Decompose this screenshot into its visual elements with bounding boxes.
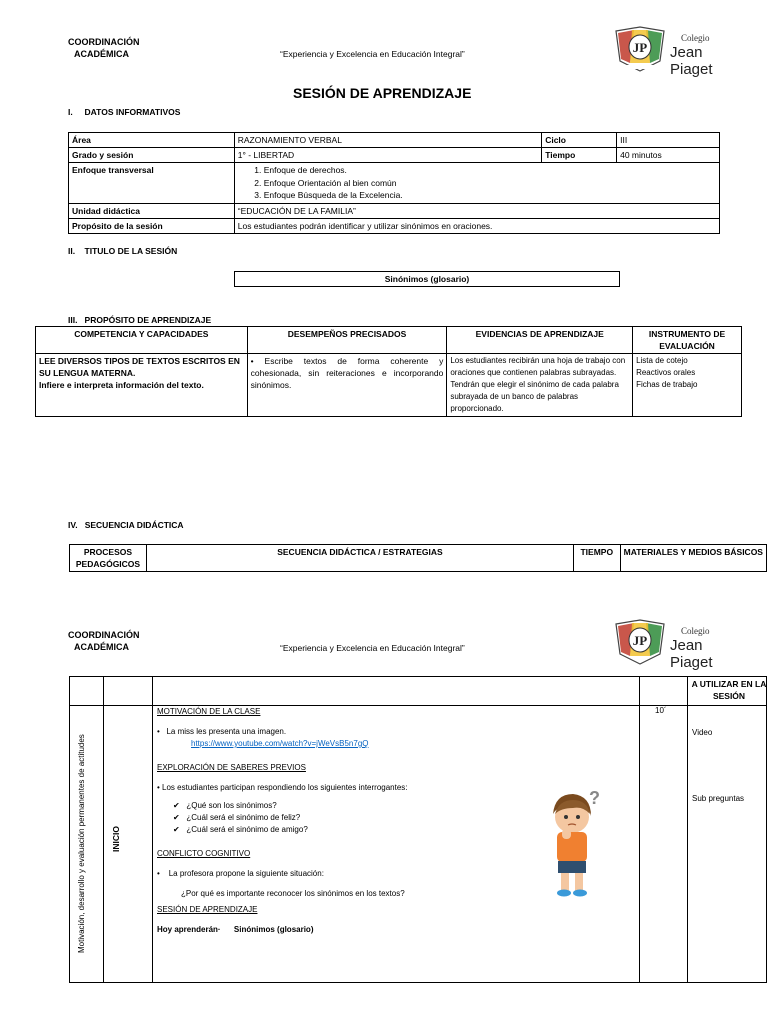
table-row: Unidad didáctica “EDUCACIÓN DE LA FAMILIA”	[69, 203, 720, 218]
shield-icon	[612, 618, 668, 666]
list-item: • La miss les presenta una imagen.	[157, 727, 287, 736]
session-title-box: Sinónimos (glosario)	[234, 271, 620, 287]
today-line: Hoy aprenderán· Sinónimos (glosario)	[157, 925, 314, 934]
video-link[interactable]: https://www.youtube.com/watch?v=jWeVsB5n7gQ	[191, 739, 369, 748]
list-item: ✔ ¿Cuál será el sinónimo de amigo?	[173, 825, 308, 834]
motto-2: “Experiencia y Excelencia en Educación Integral”	[280, 643, 465, 653]
table-row: Área RAZONAMIENTO VERBAL Ciclo III	[69, 133, 720, 148]
table-row: Grado y sesión 1° - LIBERTAD Tiempo 40 minutos	[69, 148, 720, 163]
table-header-row: PROCESOS PEDAGÓGICOS SECUENCIA DIDÁCTICA / ESTRATEGIAS TIEMPO MATERIALES Y MEDIOS BÁSICOS	[70, 545, 767, 572]
list-item: ✔ ¿Qué son los sinónimos?	[173, 801, 277, 810]
purpose-table	[35, 326, 742, 417]
section-secuencia: IV. SECUENCIA DIDÁCTICA	[68, 520, 184, 530]
svg-text:JP: JP	[632, 40, 648, 55]
info-table	[68, 132, 720, 234]
material-preguntas: Sub preguntas	[692, 794, 745, 803]
enfoques-list: 1. Enfoque de derechos. 2. Enfoque Orientación al bien común 3. Enfoque Búsqueda de la Excelencia.	[238, 164, 716, 202]
table-row: Enfoque transversal 1. Enfoque de derechos. 2. Enfoque Orientación al bien común 3. Enfoque Búsqueda de la Excelencia.	[69, 163, 720, 204]
section-proposito: III. PROPÓSITO DE APRENDIZAJE	[68, 315, 212, 325]
table-row: LEE DIVERSOS TIPOS DE TEXTOS ESCRITOS EN SU LENGUA MATERNA. Infiere e interpreta información del texto. • Escribe textos de forma coherente y cohesionada, sin reiteraciones e incorporando sinónimos. Los estudiantes recibirán una hoja de trabajo con oraciones que contienen palabras subrayadas. Tendrán que elegir el sinónimo de cada palabra subrayada de un banco de palabras proporcionado. Lista de cotejo Reactivos orales Fichas de trabajo	[36, 354, 742, 417]
svg-text:?: ?	[589, 788, 600, 808]
coordination-label: COORDINACIÓN ACADÉMICA	[68, 37, 140, 59]
strategies-cell: MOTIVACIÓN DE LA CLASE • La miss les presenta una imagen. https://www.youtube.com/watch?v=jWeVsB5n7gQ EXPLORACIÓN DE SABERES PREVIOS • Los estudiantes participan respondiendo los siguientes interrogantes: ✔ ¿Qué son los sinónimos? ✔ ¿Cuál será el sinónimo de feliz? ✔ ¿Cuál será el sinónimo de amigo? CONFLICTO COGNITIVO • La profesora propone la siguiente situación: ¿Por qué es importante reconocer los sinónimos en los textos? SESIÓN DE APRENDIZAJE Hoy aprenderán· Sinónimos (glosario)	[157, 706, 635, 936]
thinking-child-illustration	[539, 784, 611, 904]
svg-text:JP: JP	[632, 633, 648, 648]
time-value: 10´	[655, 706, 667, 715]
list-item: • La profesora propone la siguiente situación:	[157, 869, 324, 878]
coordination-label-2: COORDINACIÓN ACADÉMICA	[68, 630, 140, 652]
section-titulo: II. TITULO DE LA SESIÓN	[68, 246, 178, 256]
school-logo: JP Colegio Jean Piaget	[612, 25, 740, 75]
motivacion-title: MOTIVACIÓN DE LA CLASE	[157, 707, 261, 716]
section-datos: I. DATOS INFORMATIVOS	[68, 107, 181, 117]
material-video: Video	[692, 728, 713, 737]
table-row: Propósito de la sesión Los estudiantes podrán identificar y utilizar sinónimos en oraciones.	[69, 218, 720, 233]
list-item: ✔ ¿Cuál será el sinónimo de feliz?	[173, 813, 301, 822]
sequence-header-table	[69, 544, 767, 572]
motto: “Experiencia y Excelencia en Educación Integral”	[280, 49, 465, 59]
process-vertical-label: Motivación, desarrollo y evaluación permanentes de actitudes	[77, 734, 86, 954]
shield-icon	[612, 25, 668, 73]
saberes-title: EXPLORACIÓN DE SABERES PREVIOS	[157, 763, 306, 772]
materiales-header-cont: A UTILIZAR EN LA SESIÓN	[691, 679, 767, 701]
sequence-table	[69, 676, 767, 984]
page-title: SESIÓN DE APRENDIZAJE	[293, 85, 472, 101]
school-logo-2: JP Colegio Jean Piaget	[612, 618, 740, 668]
table-header-row: COMPETENCIA Y CAPACIDADES DESEMPEÑOS PRECISADOS EVIDENCIAS DE APRENDIZAJE INSTRUMENTO DE EVALUACIÓN	[36, 327, 742, 354]
sesion-title: SESIÓN DE APRENDIZAJE	[157, 905, 258, 914]
conflicto-title: CONFLICTO COGNITIVO	[157, 849, 251, 858]
phase-label: INICIO	[111, 826, 121, 852]
